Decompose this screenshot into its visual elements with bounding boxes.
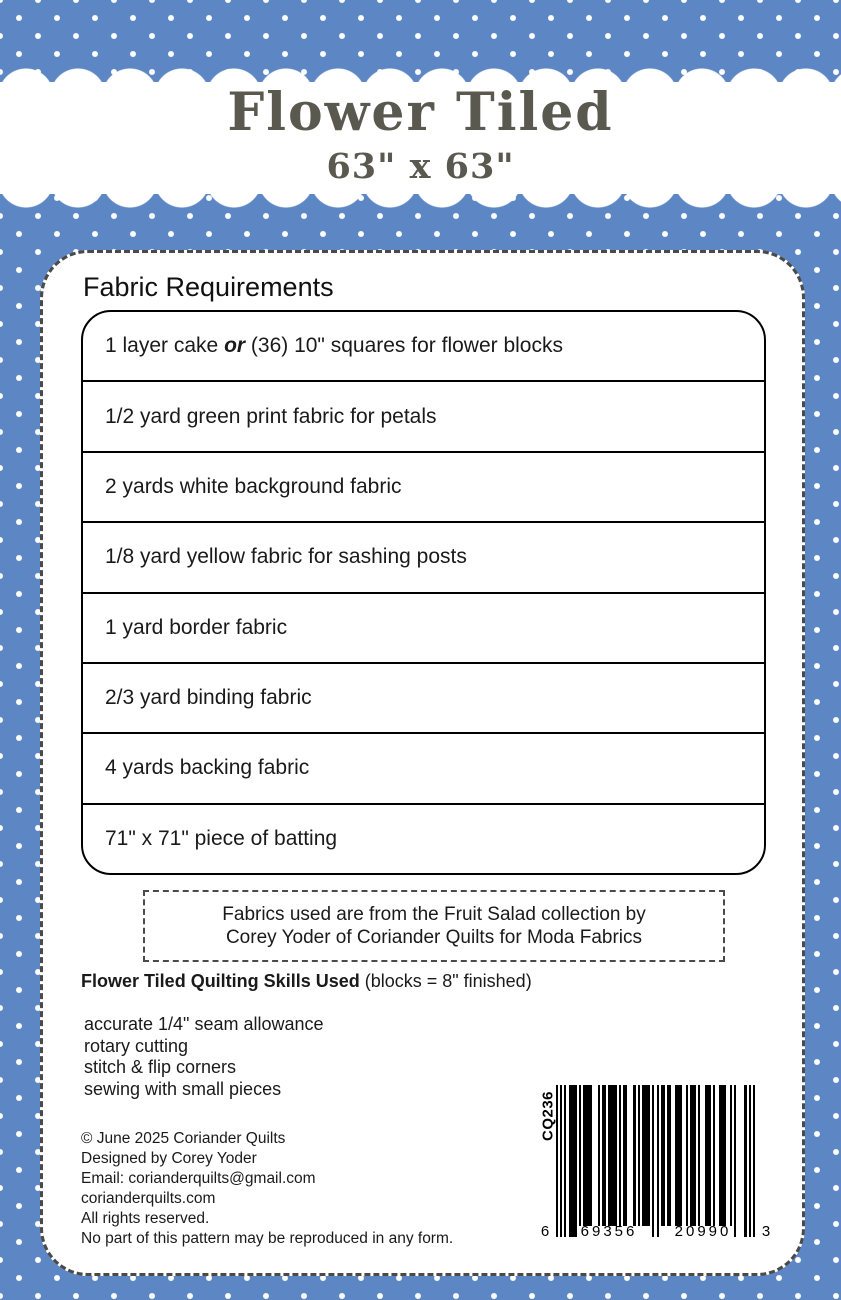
skills-heading-bold: Flower Tiled Quilting Skills Used — [81, 971, 360, 991]
page-title: Flower Tiled — [227, 82, 614, 143]
scallop-edge-bottom — [0, 194, 841, 210]
fabric-requirements-heading: Fabric Requirements — [83, 272, 334, 302]
barcode-digit-lead: 6 — [540, 1223, 550, 1240]
skills-heading-normal: (blocks = 8" finished) — [359, 971, 532, 991]
copyright-line: Designed by Corey Yoder — [81, 1150, 257, 1167]
copyright-block — [81, 1129, 453, 1249]
scallop-edge-top — [0, 66, 841, 82]
skills-heading — [81, 969, 532, 993]
barcode — [539, 1081, 777, 1251]
fabric-row: 1/2 yard green print fabric for petals — [83, 380, 764, 450]
copyright-line: All rights reserved. — [81, 1210, 210, 1227]
copyright-line: Email: corianderquilts@gmail.com — [81, 1170, 316, 1187]
skill-item: stitch & flip corners — [84, 1057, 237, 1077]
fabric-note-line2: Corey Yoder of Coriander Quilts for Moda Fabrics — [225, 927, 643, 948]
fabric-requirements-table — [81, 310, 766, 875]
barcode-digit-trail: 3 — [761, 1223, 771, 1240]
copyright-line: No part of this pattern may be reproduced in any form. — [81, 1230, 454, 1247]
quilt-size: 63" x 63" — [326, 146, 515, 187]
barcode-digit-right-group: 20990 — [674, 1223, 732, 1240]
fabric-note-box — [143, 890, 725, 962]
barcode-sku: CQ236 — [539, 1090, 557, 1142]
fabric-row: 2/3 yard binding fabric — [83, 662, 764, 732]
fabric-row: 1 layer cake or (36) 10" squares for flower blocks — [105, 334, 563, 358]
fabric-note-line1: Fabrics used are from the Fruit Salad collection by — [222, 904, 646, 925]
content-panel — [40, 250, 805, 1276]
barcode-digit-left-group: 69356 — [580, 1223, 638, 1240]
fabric-row: 1 yard border fabric — [83, 592, 764, 662]
copyright-line: © June 2025 Coriander Quilts — [81, 1130, 286, 1147]
fabric-row: 2 yards white background fabric — [83, 451, 764, 521]
skill-item: sewing with small pieces — [84, 1078, 282, 1099]
fabric-row: 1/8 yard yellow fabric for sashing posts — [83, 521, 764, 591]
fabric-row: 71" x 71" piece of batting — [83, 803, 764, 873]
skill-item: rotary cutting — [84, 1035, 189, 1056]
copyright-line: corianderquilts.com — [81, 1190, 216, 1207]
barcode-sku-box — [539, 1083, 557, 1149]
barcode-bars — [556, 1085, 755, 1237]
skills-list — [84, 1014, 324, 1100]
fabric-row: 4 yards backing fabric — [83, 732, 764, 802]
skill-item: accurate 1/4" seam allowance — [84, 1014, 324, 1034]
